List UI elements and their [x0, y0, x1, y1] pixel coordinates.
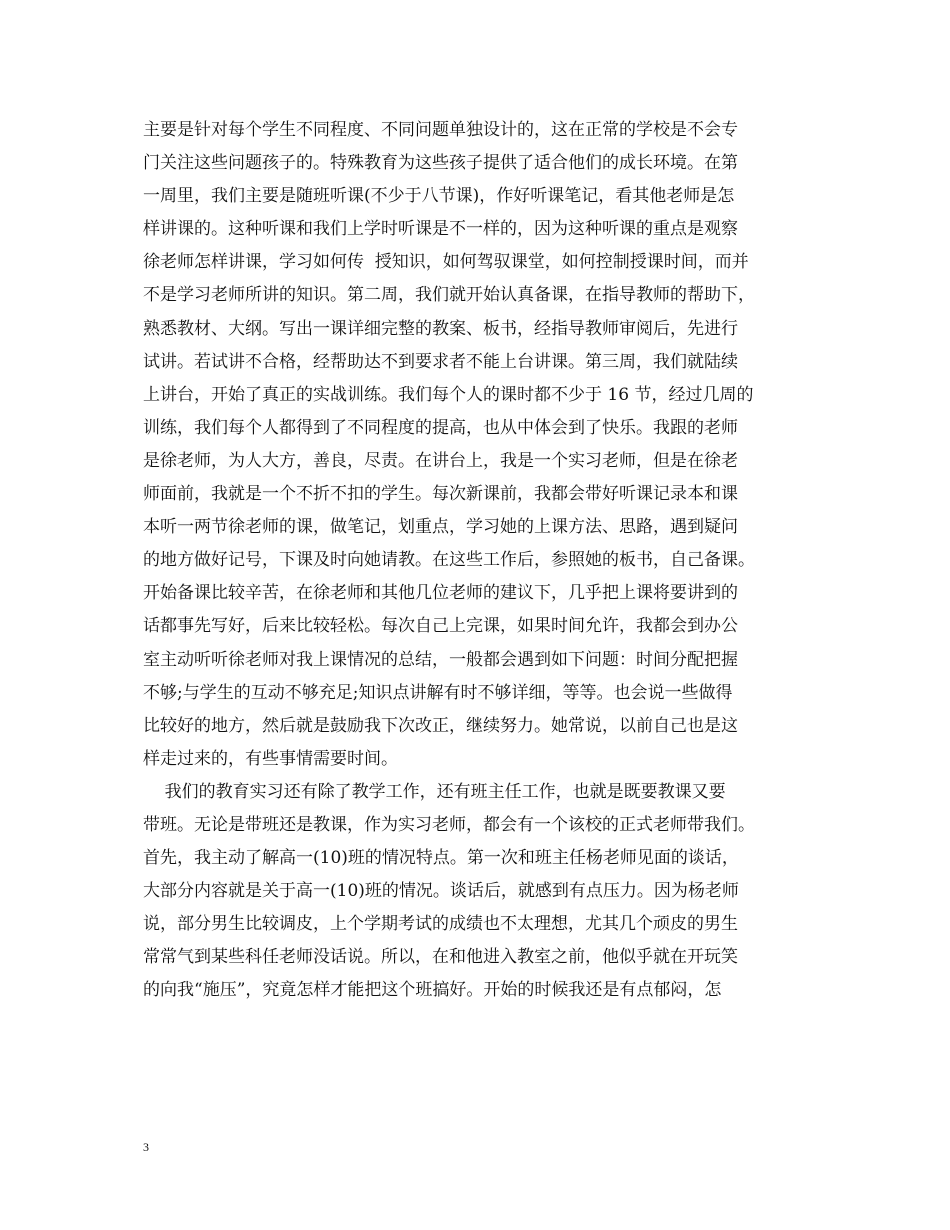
- body-text: [143, 114, 803, 1008]
- text-line: 开始备课比较辛苦，在徐老师和其他几位老师的建议下，几乎把上课将要讲到的: [143, 583, 738, 604]
- text-line: 上讲台，开始了真正的实战训练。我们每个人的课时都不少于 16 节，经过几周的: [143, 384, 754, 405]
- text-line: 训练，我们每个人都得到了不同程度的提高，也从中体会到了快乐。我跟的老师: [143, 417, 738, 438]
- text-line: 比较好的地方，然后就是鼓励我下次改正，继续努力。她常说，以前自己也是这: [143, 715, 738, 736]
- text-line: 徐老师怎样讲课，学习如何传 授知识，如何驾驭课堂，如何控制授课时间，而并: [143, 252, 749, 273]
- page-number: 3: [143, 1140, 149, 1154]
- text-line: 我们的教育实习还有除了教学工作，还有班主任工作，也就是既要教课又要: [143, 781, 726, 802]
- text-line: 样讲课的。这种听课和我们上学时听课是不一样的，因为这种听课的重点是观察: [143, 219, 738, 240]
- text-line: 师面前，我就是一个不折不扣的学生。每次新课前，我都会带好听课记录本和课: [143, 484, 738, 505]
- text-line: 熟悉教材、大纲。写出一课详细完整的教案、板书，经指导教师审阅后，先进行: [143, 318, 738, 339]
- text-line: 常常气到某些科任老师没话说。所以，在和他进入教室之前，他似乎就在开玩笑: [143, 947, 738, 968]
- text-line: 室主动听听徐老师对我上课情况的总结，一般都会遇到如下问题：时间分配把握: [143, 649, 738, 670]
- text-line: 主要是针对每个学生不同程度、不同问题单独设计的，这在正常的学校是不会专: [143, 120, 738, 140]
- text-line: 门关注这些问题孩子的。特殊教育为这些孩子提供了适合他们的成长环境。在第: [143, 153, 738, 174]
- text-line: 的向我“施压”，究竟怎样才能把这个班搞好。开始的时候我还是有点郁闷，怎: [143, 980, 722, 1001]
- text-line: 一周里，我们主要是随班听课(不少于八节课)，作好听课笔记，看其他老师是怎: [143, 186, 735, 207]
- text-line: 不是学习老师所讲的知识。第二周，我们就开始认真备课，在指导教师的帮助下，: [143, 285, 755, 306]
- text-line: 话都事先写好，后来比较轻松。每次自己上完课，如果时间允许，我都会到办公: [143, 616, 738, 637]
- text-line: 的地方做好记号，下课及时向她请教。在这些工作后，参照她的板书，自己备课。: [143, 550, 755, 571]
- text-line: 首先，我主动了解高一(10)班的情况特点。第一次和班主任杨老师见面的谈话，: [143, 848, 739, 869]
- text-line: 大部分内容就是关于高一(10)班的情况。谈话后，就感到有点压力。因为杨老师: [143, 881, 739, 902]
- text-line: 本听一两节徐老师的课，做笔记，划重点，学习她的上课方法、思路，遇到疑问: [143, 517, 738, 538]
- text-line: 说，部分男生比较调皮，上个学期考试的成绩也不太理想，尤其几个顽皮的男生: [143, 914, 738, 935]
- text-line: 是徐老师，为人大方，善良，尽责。在讲台上，我是一个实习老师，但是在徐老: [143, 450, 738, 471]
- text-line: 不够;与学生的互动不够充足;知识点讲解有时不够详细，等等。也会说一些做得: [143, 682, 733, 703]
- text-line: 样走过来的，有些事情需要时间。: [143, 748, 398, 769]
- text-line: 试讲。若试讲不合格，经帮助达不到要求者不能上台讲课。第三周，我们就陆续: [143, 351, 738, 372]
- text-line: 带班。无论是带班还是教课，作为实习老师，都会有一个该校的正式老师带我们。: [143, 814, 755, 835]
